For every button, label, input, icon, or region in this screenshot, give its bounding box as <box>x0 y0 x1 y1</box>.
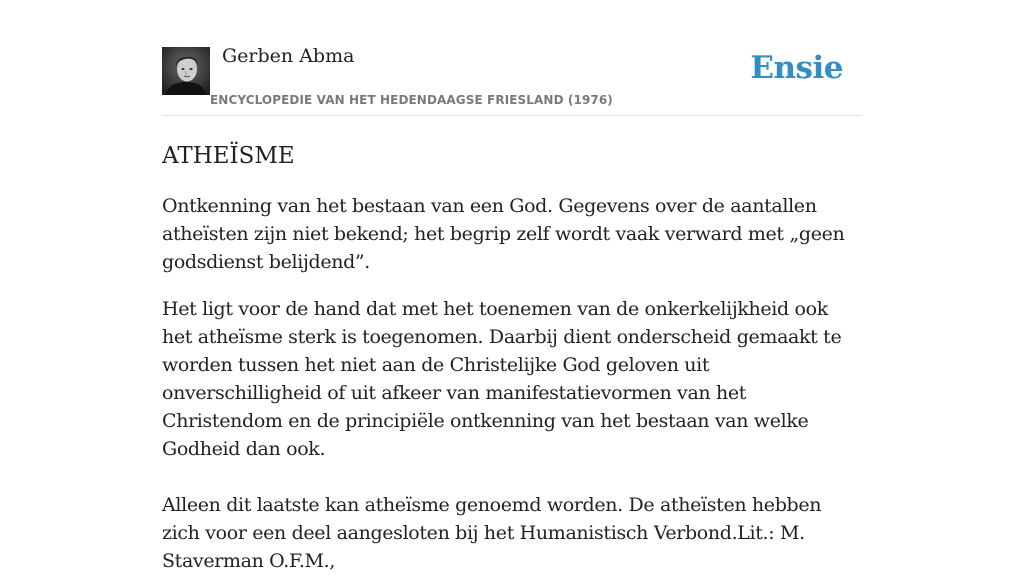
content-column <box>162 0 862 575</box>
author-avatar[interactable] <box>162 47 210 95</box>
article-paragraph: Ontkenning van het bestaan van een God. Gegevens over de aantallen atheïsten zijn niet bekend; het begrip zelf wordt vaak verward met „geen godsdienst belijdend”. <box>162 195 845 273</box>
article-paragraph: Alleen dit laatste kan atheïsme genoemd worden. De atheïsten hebben zich voor een deel aangesloten bij het Humanistisch Verbond.Lit.: M. Staverman O.F.M., <box>162 494 822 572</box>
site-logo[interactable]: Ensie <box>750 50 843 86</box>
article-paragraph: Het ligt voor de hand dat met het toenemen van de onkerkelijkheid ook het atheïsme sterk is toegenomen. Daarbij dient onderscheid gemaakt te worden tussen het niet aan de Christelijke God geloven uit onverschilligheid of uit afkeer van manifestatievormen van het Christendom en de principiële ontkenning van het bestaan van welke Godheid dan ook. <box>162 298 842 460</box>
author-portrait-icon <box>162 47 210 95</box>
author-name[interactable]: Gerben Abma <box>222 45 355 67</box>
source-label[interactable]: ENCYCLOPEDIE VAN HET HEDENDAAGSE FRIESLAND (1976) <box>210 93 613 107</box>
article-header <box>162 0 862 116</box>
article-title: ATHEÏSME <box>162 143 295 169</box>
